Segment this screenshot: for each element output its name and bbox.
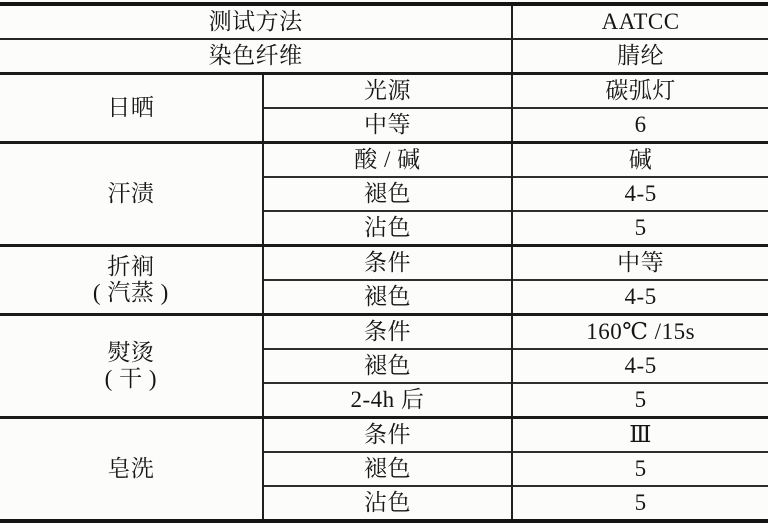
table-row [0, 315, 768, 350]
condition-label: 褪色 [263, 177, 513, 211]
result-value: 5 [512, 486, 768, 521]
result-value: 碳弧灯 [512, 74, 768, 109]
test-category-cell [0, 246, 263, 315]
condition-label: 褪色 [263, 452, 513, 486]
result-value: 160℃ /15s [512, 315, 768, 350]
result-value: 6 [512, 108, 768, 143]
fastness-test-table [0, 2, 768, 523]
condition-label: 沾色 [263, 211, 513, 246]
table-row [0, 418, 768, 453]
test-method-value: AATCC [512, 4, 768, 39]
result-value: 中等 [512, 246, 768, 281]
result-value: 4-5 [512, 280, 768, 315]
condition-label: 沾色 [263, 486, 513, 521]
category-line: 皂洗 [107, 456, 155, 482]
result-value: 5 [512, 211, 768, 246]
result-value: 4-5 [512, 349, 768, 383]
condition-label: 2-4h 后 [263, 383, 513, 418]
test-category-cell [0, 418, 263, 522]
condition-label: 褪色 [263, 280, 513, 315]
category-line: 熨烫 [107, 340, 155, 366]
result-value: 碱 [512, 143, 768, 178]
category-line: 折裥 [107, 254, 155, 280]
condition-label: 褪色 [263, 349, 513, 383]
result-value: 5 [512, 452, 768, 486]
test-method-label: 测试方法 [0, 4, 512, 39]
dyed-fiber-value: 腈纶 [617, 43, 665, 69]
table-row [0, 74, 768, 109]
condition-label: 酸 / 碱 [263, 143, 513, 178]
table-row [0, 246, 768, 281]
table-row [0, 39, 768, 74]
category-line: ( 干 ) [104, 366, 157, 391]
condition-label: 条件 [263, 418, 513, 453]
condition-label: 条件 [263, 315, 513, 350]
category-line: ( 汽蒸 ) [92, 280, 169, 305]
table-body [0, 4, 768, 521]
condition-label: 条件 [263, 246, 513, 281]
test-category-cell [0, 315, 263, 418]
category-line: 日晒 [107, 95, 155, 121]
table-row [0, 4, 768, 39]
category-line: 汗渍 [107, 181, 155, 207]
dyed-fiber-label: 染色纤维 [0, 39, 512, 74]
test-category-cell [0, 143, 263, 246]
result-value: 4-5 [512, 177, 768, 211]
result-value: Ⅲ [512, 418, 768, 453]
table-row [0, 143, 768, 178]
result-value: 5 [512, 383, 768, 418]
condition-label: 光源 [263, 74, 513, 109]
condition-label: 中等 [263, 108, 513, 143]
test-category-cell [0, 74, 263, 143]
